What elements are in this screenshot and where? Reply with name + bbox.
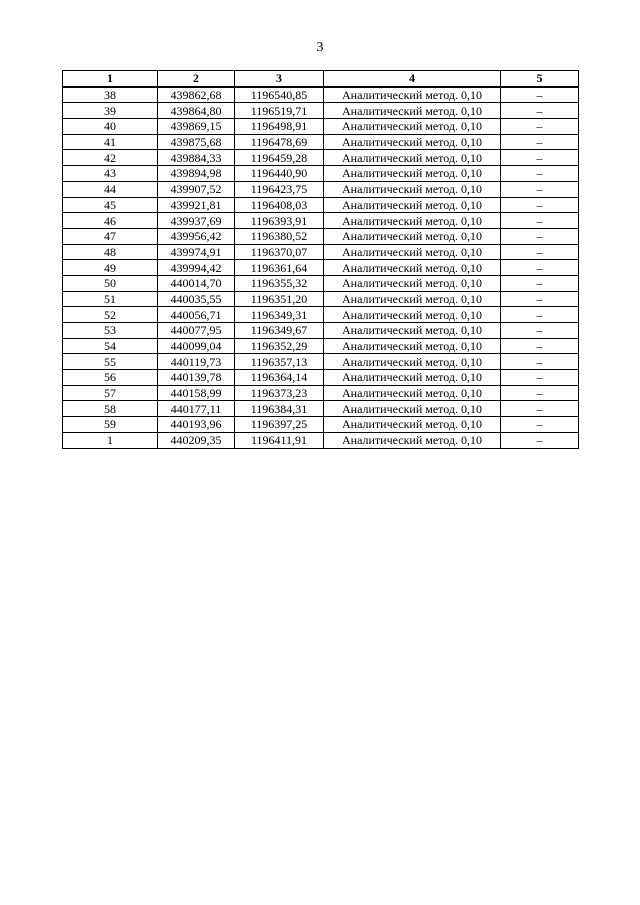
table-row xyxy=(63,291,579,307)
table-row xyxy=(63,228,579,244)
x-coordinate-cell: 440099,04 xyxy=(158,338,235,354)
table-row xyxy=(63,87,579,103)
point-number-cell: 43 xyxy=(63,166,158,182)
point-number-cell: 57 xyxy=(63,385,158,401)
note-cell: – xyxy=(501,260,579,276)
method-cell: Аналитический метод. 0,10 xyxy=(324,385,501,401)
y-coordinate-cell: 1196384,31 xyxy=(235,401,324,417)
x-coordinate-cell: 439862,68 xyxy=(158,87,235,103)
point-number-cell: 48 xyxy=(63,244,158,260)
table-row xyxy=(63,417,579,433)
point-number-cell: 54 xyxy=(63,338,158,354)
y-coordinate-cell: 1196393,91 xyxy=(235,213,324,229)
table-row xyxy=(63,103,579,119)
x-coordinate-cell: 440077,95 xyxy=(158,323,235,339)
note-cell: – xyxy=(501,401,579,417)
table-row xyxy=(63,432,579,448)
note-cell: – xyxy=(501,150,579,166)
x-coordinate-cell: 440014,70 xyxy=(158,275,235,291)
coordinates-table xyxy=(62,70,579,449)
point-number-cell: 52 xyxy=(63,307,158,323)
note-cell: – xyxy=(501,119,579,135)
point-number-cell: 1 xyxy=(63,432,158,448)
note-cell: – xyxy=(501,103,579,119)
method-cell: Аналитический метод. 0,10 xyxy=(324,432,501,448)
x-coordinate-cell: 439937,69 xyxy=(158,213,235,229)
header-cell-2: 2 xyxy=(158,71,235,87)
note-cell: – xyxy=(501,87,579,103)
x-coordinate-cell: 440056,71 xyxy=(158,307,235,323)
header-cell-3: 3 xyxy=(235,71,324,87)
table-row xyxy=(63,370,579,386)
y-coordinate-cell: 1196397,25 xyxy=(235,417,324,433)
x-coordinate-cell: 439875,68 xyxy=(158,134,235,150)
y-coordinate-cell: 1196478,69 xyxy=(235,134,324,150)
y-coordinate-cell: 1196352,29 xyxy=(235,338,324,354)
method-cell: Аналитический метод. 0,10 xyxy=(324,307,501,323)
header-cell-4: 4 xyxy=(324,71,501,87)
note-cell: – xyxy=(501,197,579,213)
note-cell: – xyxy=(501,275,579,291)
method-cell: Аналитический метод. 0,10 xyxy=(324,103,501,119)
method-cell: Аналитический метод. 0,10 xyxy=(324,244,501,260)
note-cell: – xyxy=(501,385,579,401)
y-coordinate-cell: 1196498,91 xyxy=(235,119,324,135)
x-coordinate-cell: 440139,78 xyxy=(158,370,235,386)
x-coordinate-cell: 439921,81 xyxy=(158,197,235,213)
method-cell: Аналитический метод. 0,10 xyxy=(324,166,501,182)
point-number-cell: 44 xyxy=(63,181,158,197)
table-row xyxy=(63,354,579,370)
method-cell: Аналитический метод. 0,10 xyxy=(324,291,501,307)
method-cell: Аналитический метод. 0,10 xyxy=(324,134,501,150)
table-row xyxy=(63,119,579,135)
note-cell: – xyxy=(501,370,579,386)
point-number-cell: 49 xyxy=(63,260,158,276)
point-number-cell: 50 xyxy=(63,275,158,291)
x-coordinate-cell: 439869,15 xyxy=(158,119,235,135)
x-coordinate-cell: 439864,80 xyxy=(158,103,235,119)
note-cell: – xyxy=(501,213,579,229)
y-coordinate-cell: 1196361,64 xyxy=(235,260,324,276)
method-cell: Аналитический метод. 0,10 xyxy=(324,275,501,291)
table-row xyxy=(63,181,579,197)
y-coordinate-cell: 1196540,85 xyxy=(235,87,324,103)
y-coordinate-cell: 1196364,14 xyxy=(235,370,324,386)
x-coordinate-cell: 440177,11 xyxy=(158,401,235,417)
y-coordinate-cell: 1196355,32 xyxy=(235,275,324,291)
x-coordinate-cell: 439974,91 xyxy=(158,244,235,260)
note-cell: – xyxy=(501,432,579,448)
y-coordinate-cell: 1196351,20 xyxy=(235,291,324,307)
table-row xyxy=(63,166,579,182)
y-coordinate-cell: 1196519,71 xyxy=(235,103,324,119)
method-cell: Аналитический метод. 0,10 xyxy=(324,401,501,417)
method-cell: Аналитический метод. 0,10 xyxy=(324,228,501,244)
note-cell: – xyxy=(501,323,579,339)
table-body xyxy=(63,87,579,448)
x-coordinate-cell: 440193,96 xyxy=(158,417,235,433)
point-number-cell: 51 xyxy=(63,291,158,307)
y-coordinate-cell: 1196349,31 xyxy=(235,307,324,323)
point-number-cell: 58 xyxy=(63,401,158,417)
table-row xyxy=(63,197,579,213)
page-number: 3 xyxy=(316,40,324,55)
y-coordinate-cell: 1196373,23 xyxy=(235,385,324,401)
method-cell: Аналитический метод. 0,10 xyxy=(324,354,501,370)
point-number-cell: 59 xyxy=(63,417,158,433)
table-row xyxy=(63,401,579,417)
table-row xyxy=(63,275,579,291)
note-cell: – xyxy=(501,244,579,260)
x-coordinate-cell: 440119,73 xyxy=(158,354,235,370)
method-cell: Аналитический метод. 0,10 xyxy=(324,260,501,276)
method-cell: Аналитический метод. 0,10 xyxy=(324,181,501,197)
point-number-cell: 39 xyxy=(63,103,158,119)
table-row xyxy=(63,244,579,260)
y-coordinate-cell: 1196370,07 xyxy=(235,244,324,260)
header-cell-5: 5 xyxy=(501,71,579,87)
x-coordinate-cell: 439994,42 xyxy=(158,260,235,276)
point-number-cell: 56 xyxy=(63,370,158,386)
table-header xyxy=(63,71,579,87)
x-coordinate-cell: 439956,42 xyxy=(158,228,235,244)
point-number-cell: 42 xyxy=(63,150,158,166)
table-row xyxy=(63,150,579,166)
point-number-cell: 55 xyxy=(63,354,158,370)
note-cell: – xyxy=(501,307,579,323)
method-cell: Аналитический метод. 0,10 xyxy=(324,87,501,103)
y-coordinate-cell: 1196349,67 xyxy=(235,323,324,339)
x-coordinate-cell: 439907,52 xyxy=(158,181,235,197)
note-cell: – xyxy=(501,228,579,244)
point-number-cell: 46 xyxy=(63,213,158,229)
x-coordinate-cell: 440035,55 xyxy=(158,291,235,307)
method-cell: Аналитический метод. 0,10 xyxy=(324,417,501,433)
y-coordinate-cell: 1196411,91 xyxy=(235,432,324,448)
header-cell-1: 1 xyxy=(63,71,158,87)
y-coordinate-cell: 1196459,28 xyxy=(235,150,324,166)
note-cell: – xyxy=(501,354,579,370)
y-coordinate-cell: 1196440,90 xyxy=(235,166,324,182)
note-cell: – xyxy=(501,181,579,197)
table-row xyxy=(63,213,579,229)
note-cell: – xyxy=(501,338,579,354)
table-row xyxy=(63,338,579,354)
table-row xyxy=(63,307,579,323)
point-number-cell: 45 xyxy=(63,197,158,213)
method-cell: Аналитический метод. 0,10 xyxy=(324,150,501,166)
y-coordinate-cell: 1196408,03 xyxy=(235,197,324,213)
x-coordinate-cell: 440158,99 xyxy=(158,385,235,401)
table-row xyxy=(63,385,579,401)
point-number-cell: 38 xyxy=(63,87,158,103)
point-number-cell: 47 xyxy=(63,228,158,244)
y-coordinate-cell: 1196380,52 xyxy=(235,228,324,244)
method-cell: Аналитический метод. 0,10 xyxy=(324,338,501,354)
table-row xyxy=(63,134,579,150)
x-coordinate-cell: 440209,35 xyxy=(158,432,235,448)
x-coordinate-cell: 439894,98 xyxy=(158,166,235,182)
point-number-cell: 40 xyxy=(63,119,158,135)
table-row xyxy=(63,260,579,276)
method-cell: Аналитический метод. 0,10 xyxy=(324,213,501,229)
method-cell: Аналитический метод. 0,10 xyxy=(324,197,501,213)
point-number-cell: 53 xyxy=(63,323,158,339)
note-cell: – xyxy=(501,291,579,307)
note-cell: – xyxy=(501,166,579,182)
note-cell: – xyxy=(501,134,579,150)
y-coordinate-cell: 1196357,13 xyxy=(235,354,324,370)
header-row xyxy=(63,71,579,87)
y-coordinate-cell: 1196423,75 xyxy=(235,181,324,197)
method-cell: Аналитический метод. 0,10 xyxy=(324,370,501,386)
point-number-cell: 41 xyxy=(63,134,158,150)
x-coordinate-cell: 439884,33 xyxy=(158,150,235,166)
note-cell: – xyxy=(501,417,579,433)
method-cell: Аналитический метод. 0,10 xyxy=(324,323,501,339)
table-row xyxy=(63,323,579,339)
method-cell: Аналитический метод. 0,10 xyxy=(324,119,501,135)
